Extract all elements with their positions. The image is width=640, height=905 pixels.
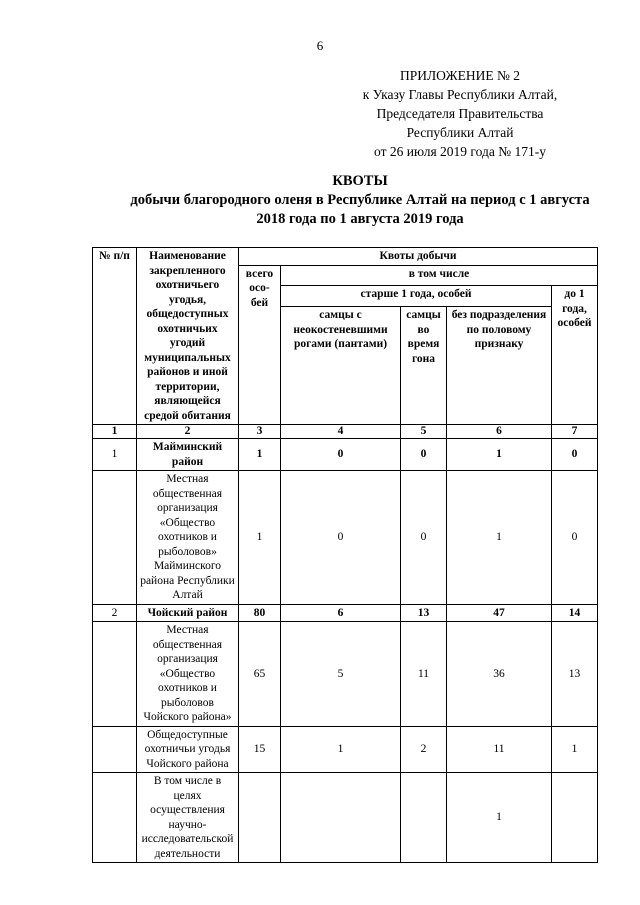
row-num bbox=[93, 622, 137, 727]
row-num bbox=[93, 773, 137, 863]
row-males-antlers: 6 bbox=[281, 604, 401, 622]
row-name: Местная общественная организация «Общество охотников и рыболовов» Майминского района Республики Алтай bbox=[137, 471, 239, 605]
row-males-rut bbox=[401, 773, 447, 863]
row-name: Общедоступные охотничьи угодья Чойского района bbox=[137, 726, 239, 773]
header-row bbox=[93, 248, 598, 266]
appendix-date: от 26 июля 2019 года № 171-у bbox=[374, 144, 546, 159]
header-quotas: Квоты добычи bbox=[239, 248, 598, 266]
header-no-sex: без подразделения по половому признаку bbox=[447, 307, 552, 425]
row-name: Майминский район bbox=[137, 439, 239, 471]
title-subtitle: добычи благородного оленя в Республике Алтай на период с 1 августа bbox=[130, 192, 590, 208]
row-num: 1 bbox=[93, 439, 137, 471]
row-num bbox=[93, 471, 137, 605]
appendix-line: к Указу Главы Республики Алтай, bbox=[362, 87, 558, 102]
table-row bbox=[93, 439, 598, 471]
row-under-one: 1 bbox=[552, 726, 598, 773]
column-number: 1 bbox=[93, 425, 137, 439]
row-num bbox=[93, 726, 137, 773]
row-males-rut: 2 bbox=[401, 726, 447, 773]
row-name: В том числе в целях осуществления научно-исследовательской деятельности bbox=[137, 773, 239, 863]
row-under-one bbox=[552, 773, 598, 863]
appendix-title: ПРИЛОЖЕНИЕ № 2 bbox=[399, 68, 521, 83]
header-under-one: до 1 года, особей bbox=[552, 286, 598, 425]
row-total: 1 bbox=[239, 439, 281, 471]
document-title bbox=[70, 172, 640, 229]
row-no-sex: 47 bbox=[447, 604, 552, 622]
row-under-one: 0 bbox=[552, 471, 598, 605]
row-males-antlers: 0 bbox=[281, 439, 401, 471]
row-males-antlers: 0 bbox=[281, 471, 401, 605]
row-total: 1 bbox=[239, 471, 281, 605]
title-subtitle: 2018 года по 1 августа 2019 года bbox=[256, 211, 464, 227]
row-males-antlers: 1 bbox=[281, 726, 401, 773]
row-no-sex: 1 bbox=[447, 773, 552, 863]
table-row bbox=[93, 471, 598, 605]
quota-table bbox=[92, 247, 598, 863]
appendix-line: Республики Алтай bbox=[406, 125, 514, 140]
header-older: старше 1 года, особей bbox=[281, 286, 552, 307]
column-number: 2 bbox=[137, 425, 239, 439]
row-males-rut: 11 bbox=[401, 622, 447, 727]
row-total: 65 bbox=[239, 622, 281, 727]
header-males-rut: самцы во время гона bbox=[401, 307, 447, 425]
table-row bbox=[93, 604, 598, 622]
table-row bbox=[93, 622, 598, 727]
header-num: № п/п bbox=[93, 248, 137, 425]
column-number: 4 bbox=[281, 425, 401, 439]
column-number: 7 bbox=[552, 425, 598, 439]
row-no-sex: 11 bbox=[447, 726, 552, 773]
title-heading: КВОТЫ bbox=[332, 173, 388, 189]
row-under-one: 0 bbox=[552, 439, 598, 471]
row-males-antlers: 5 bbox=[281, 622, 401, 727]
appendix-line: Председателя Правительства bbox=[376, 106, 544, 121]
row-total: 15 bbox=[239, 726, 281, 773]
header-males-antlers: самцы с неокостеневшими рогами (пантами) bbox=[281, 307, 401, 425]
row-total bbox=[239, 773, 281, 863]
row-males-rut: 0 bbox=[401, 471, 447, 605]
column-number: 3 bbox=[239, 425, 281, 439]
table-row bbox=[93, 773, 598, 863]
row-males-rut: 13 bbox=[401, 604, 447, 622]
row-males-rut: 0 bbox=[401, 439, 447, 471]
row-males-antlers bbox=[281, 773, 401, 863]
row-name: Чойский район bbox=[137, 604, 239, 622]
header-name: Наименование закрепленного охотничьего угодья, общедоступных охотничьих угодий муниципальных районов и иной территории, являющейся средой обитания bbox=[137, 248, 239, 425]
row-under-one: 14 bbox=[552, 604, 598, 622]
row-under-one: 13 bbox=[552, 622, 598, 727]
row-no-sex: 1 bbox=[447, 471, 552, 605]
page-number: 6 bbox=[316, 38, 324, 53]
row-num: 2 bbox=[93, 604, 137, 622]
header-total: всего осо-бей bbox=[239, 265, 281, 425]
row-no-sex: 36 bbox=[447, 622, 552, 727]
row-name: Местная общественная организация «Общество охотников и рыболовов Чойского района» bbox=[137, 622, 239, 727]
column-number: 5 bbox=[401, 425, 447, 439]
header-including: в том числе bbox=[281, 265, 598, 286]
table-row bbox=[93, 726, 598, 773]
appendix-header bbox=[330, 66, 590, 161]
column-number-row bbox=[93, 425, 598, 439]
row-total: 80 bbox=[239, 604, 281, 622]
row-no-sex: 1 bbox=[447, 439, 552, 471]
column-number: 6 bbox=[447, 425, 552, 439]
